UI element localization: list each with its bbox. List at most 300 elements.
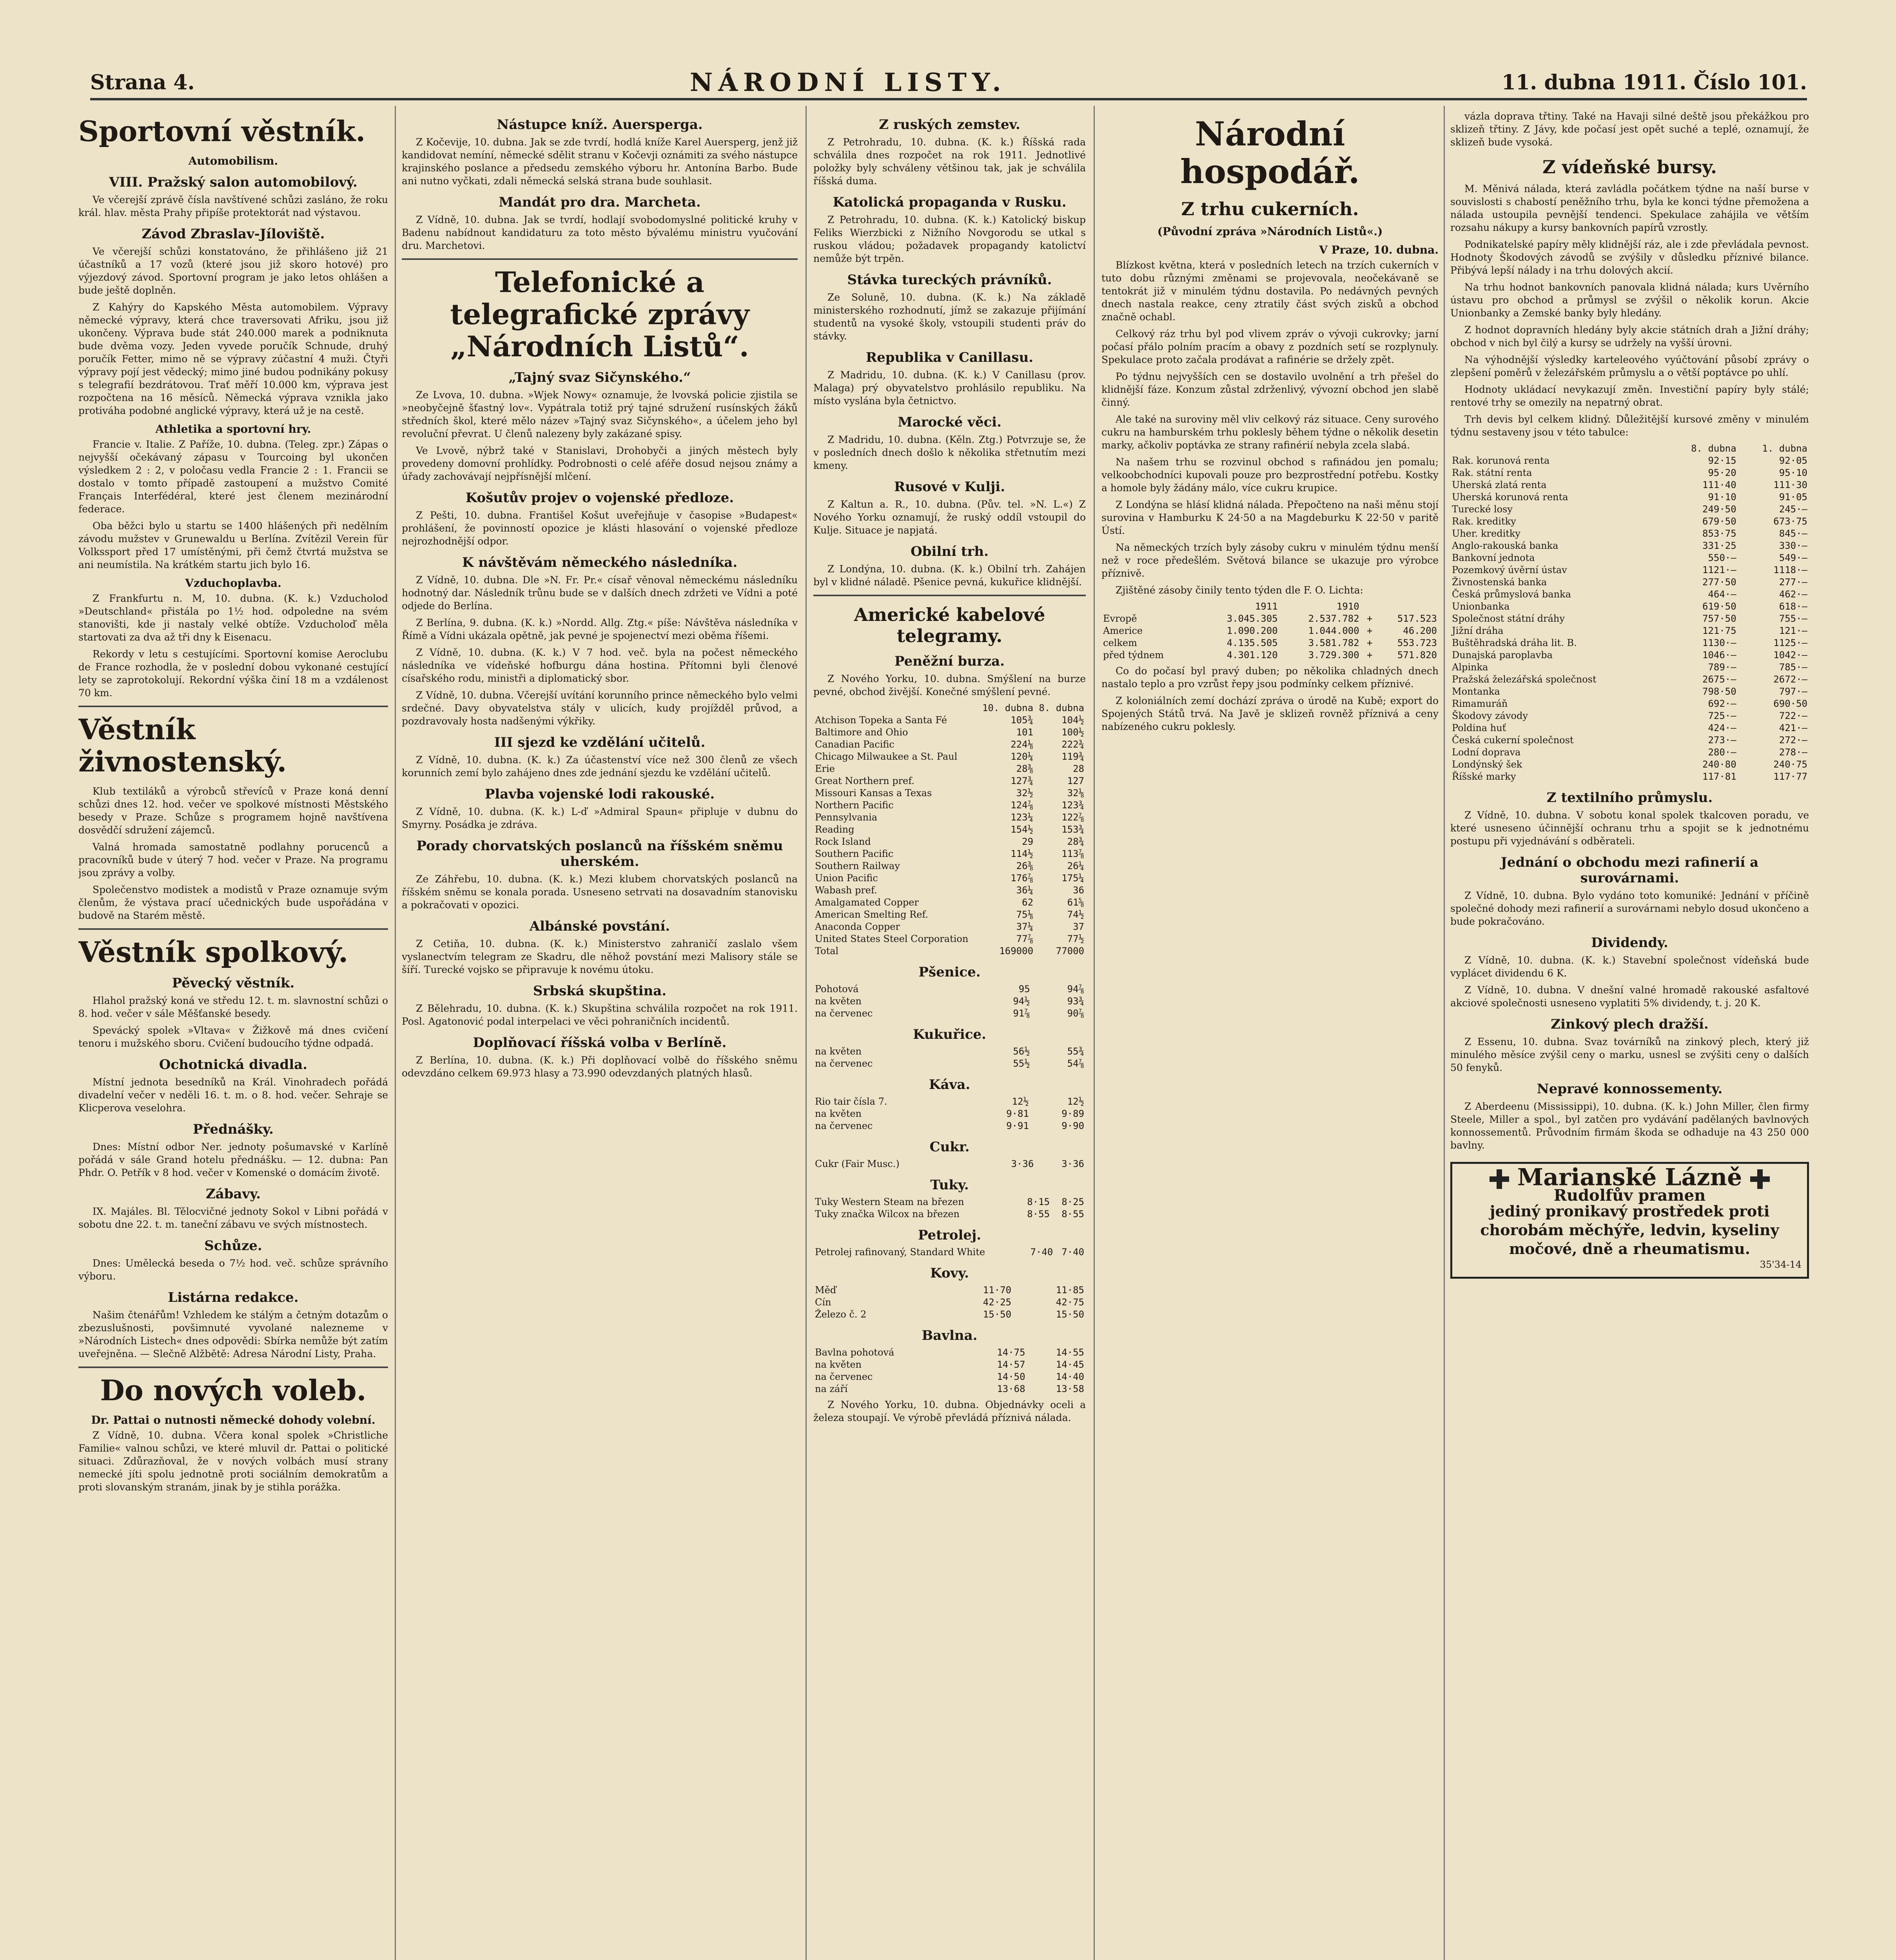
paragraph: Místní jednota besedníků na Král. Vinohradech pořádá divadelní večer v neděli 16. t. m. o 8. hod. večer. Sehraje se Klicperova veselohra.: [78, 1076, 388, 1114]
row-value: 798·50: [1702, 686, 1736, 697]
table-row: [1450, 540, 1809, 552]
section-heading: Národní hospodář.: [1180, 114, 1360, 191]
table-row: [1101, 625, 1439, 637]
paragraph: Z Essenu, 10. dubna. Svaz továrníků na zinkový plech, který již minulého měsíce zvýšil ceny o marku, usnesl se zvýšiti ceny o dalších 50 fenyků.: [1450, 1036, 1809, 1073]
column-3: [813, 110, 1086, 1960]
paragraph: Z Londýna se hlásí klidná nálada. Přepočteno na naši měnu stojí surovina v Hamburku K 24·50 a na Magdeburku K 22·50 v paritě Ústí.: [1101, 499, 1439, 536]
table-row: [813, 860, 1086, 872]
divider: [78, 706, 388, 707]
row-label: Společnost státní dráhy: [1452, 613, 1565, 624]
row-value: 853·75: [1702, 528, 1736, 539]
paragraph: Z Vídně, 10. dubna. (K. k.) Za účastenství více než 300 členů ze všech korunních zemí bylo zahájeno dnes zde jednání sjezdu ke vzdělání učitelů.: [402, 754, 798, 779]
row-value: 690·50: [1773, 698, 1807, 709]
column-rule: [1444, 106, 1445, 1960]
ad-body: jediný pronikavý prostředek proti chorobám měchýře, ledvin, kyseliny močové, dně a rheumatismu.: [1480, 1202, 1779, 1258]
table-row: [1450, 649, 1809, 661]
row-value: 240·80: [1702, 759, 1736, 770]
paragraph: Z Berlína, 10. dubna. (K. k.) Při doplňovací volbě do říšského sněmu odevzdáno celkem 69.973 hlasy a 73.990 odevzdaných platných hlasů.: [402, 1054, 798, 1079]
table-row: [1101, 649, 1439, 661]
paragraph: Celkový ráz trhu byl pod vlivem zpráv o vývoji cukrovky; jarní počasí přálo polním pracím a obavy z pozdních setí se rozplynuly. Spekulace proto začala prodávat a rafinérie se držely zpět.: [1101, 328, 1439, 365]
table-header-cell: 1910: [1336, 601, 1359, 612]
table-header-row: [1450, 443, 1809, 455]
table-row: [813, 1296, 1086, 1308]
paragraph: Rekordy v letu s cestujícími. Sportovní komise Aeroclubu de France rozhodla, že v poslední dobou vykonané cestující lety se zaprotokolují. Rekordní výška činí 18 m a vzdálenost 70 km.: [78, 648, 388, 699]
row-label: na červenec: [815, 1120, 873, 1131]
paragraph: Z Vídně, 10. dubna. V dnešní valné hromadě rakouské asfaltové akciové společnosti usneseno vyplatiti 5% dividendy, t. j. 20 K.: [1450, 984, 1809, 1009]
table-header-cell: 8. dubna: [1039, 702, 1084, 713]
row-value: 55¾: [1067, 1046, 1084, 1057]
row-value: 11·70: [983, 1285, 1012, 1296]
table-row: [813, 824, 1086, 836]
row-label: Pozemkový úvěrní ústav: [1452, 564, 1567, 575]
row-label: Pohotová: [815, 984, 859, 995]
paragraph: Ve včerejší zprávě čísla navštívené schůzi zasláno, že roku král. hlav. města Prahy připíše protektorát nad výstavou.: [78, 194, 388, 218]
table-row: [813, 884, 1086, 897]
table-row: [1450, 455, 1809, 467]
row-label: United States Steel Corporation: [815, 933, 969, 944]
row-value: 9·81: [1006, 1108, 1029, 1119]
advertisement-box: [1450, 1162, 1809, 1279]
table-body: [1450, 455, 1809, 783]
table-row: [813, 739, 1086, 751]
article-title: Dividendy.: [1591, 935, 1668, 951]
article-title: Republika v Canillasu.: [865, 350, 1034, 365]
table-row: [813, 872, 1086, 884]
row-value: 1.044.000: [1308, 625, 1359, 636]
row-label: Říšské marky: [1452, 771, 1516, 782]
paragraph: Z Kočevije, 10. dubna. Jak se zde tvrdí, hodlá kníže Karel Auersperg, jenž již kandidovat nemíní, německé sdělit stranu v Kočevji oznámiti za svého nástupce krajinského poslance a předsedu zemského výboru hr. Antonína Barbo. Bude ani nutno vyčkati, zdali německá selská strana bude souhlasit.: [402, 136, 798, 187]
table-header-row: [813, 702, 1086, 714]
article-title: Peněžní burza.: [894, 653, 1005, 669]
table-body: [813, 1284, 1086, 1321]
row-value: 26¼: [1067, 860, 1084, 871]
row-value: 11·85: [1056, 1285, 1084, 1296]
row-value: 26⅜: [1016, 860, 1034, 871]
article-title: Petrolej.: [918, 1227, 982, 1243]
table-row: [813, 1371, 1086, 1383]
paragraph: Z koloniálních zemí dochází zpráva o úrodě na Kubě; export do Spojených Států trvá. Na Javě je sklizeň rovněž příznivá a ceny nabízeného cukru poklesly.: [1101, 695, 1439, 732]
subheading: Dr. Pattai o nutnosti německé dohody volební.: [91, 1414, 376, 1426]
column-1: [78, 110, 388, 1960]
row-label: Baltimore and Ohio: [815, 727, 908, 738]
subheading: Automobilism.: [188, 154, 278, 167]
ad-title: Marianské Lázně: [1517, 1163, 1742, 1191]
vienna-bourse-table: [1450, 443, 1809, 783]
row-value: 553.723: [1397, 637, 1437, 648]
row-value: +: [1367, 650, 1373, 661]
row-value: 36¼: [1016, 885, 1034, 896]
paragraph: Podnikatelské papíry měly klidnější ráz, ale i zde převládala pevnost. Hodnoty Škodových závodů se zvýšily v důsledku příznivé bilance. Přibývá lepší nálady i na trhu dolových akcií.: [1450, 239, 1809, 276]
row-value: 14·40: [1056, 1371, 1084, 1382]
table-row: [1450, 673, 1809, 686]
paragraph: Valná hromada samostatně podlahny porucenců a pracovníků bude v úterý 7 hod. večer v Praze. Na programu jsou zprávy a volby.: [78, 841, 388, 878]
table-row: [1450, 588, 1809, 601]
row-value: 517.523: [1397, 613, 1437, 624]
paragraph: Z Bělehradu, 10. dubna. (K. k.) Skupština schválila rozpočet na rok 1911. Posl. Agatonović podal interpelaci ve věci pohraničních incidentů.: [402, 1003, 798, 1027]
row-value: 1125·—: [1773, 637, 1807, 648]
article-title: Ochotnická divadla.: [159, 1057, 308, 1073]
table-row: [1450, 771, 1809, 783]
article-title: „Tajný svaz Sičynského.“: [508, 370, 691, 385]
paragraph: Společenstvo modistek a modistů v Praze oznamuje svým členům, že výstava prací učednických bude uspořádána v budově na Starém městě.: [78, 884, 388, 921]
cross-icon: [1490, 1169, 1509, 1189]
row-value: 722·—: [1779, 710, 1807, 721]
paragraph: Na německých trzích byly zásoby cukru v minulém týdnu menší než v roce předešlém. Světová bilance se ukazuje pro výrobce příznivě.: [1101, 542, 1439, 579]
page-number: Strana 4.: [90, 70, 195, 94]
subheading: Vzduchoplavba.: [185, 577, 281, 590]
table-row: [1450, 661, 1809, 673]
table-row: [813, 1045, 1086, 1058]
paragraph: vázla doprava třtiny. Také na Havaji silné deště jsou překážkou pro sklizeň třtiny. Z Jávy, kde počasí jest opět suché a teplé, oznamují, že sklizeň bude vysoká.: [1450, 111, 1809, 148]
row-value: 62: [1022, 897, 1034, 908]
table-row: [813, 1058, 1086, 1070]
row-value: 550·—: [1708, 552, 1736, 563]
row-label: Uherská zlatá renta: [1452, 479, 1547, 490]
article-title: Košutův projev o vojenské předloze.: [465, 490, 734, 506]
table-row: [1450, 576, 1809, 588]
paragraph: M. Měnivá nálada, která zavládla počátkem týdne na naší burse v souvislosti s chabostí peněžního trhu, byla ke konci týdne přemožena a nálada ustoupila pevnější tendenci. Spekulace zahájila ve větším rozsahu nákupy a kursy bankovních papírů vzrostly.: [1450, 183, 1809, 233]
section-heading: Telefonické a telegrafické zprávy „Národních Listů“.: [450, 265, 749, 363]
row-value: 154½: [1011, 824, 1034, 835]
table-row: [1450, 710, 1809, 722]
row-value: 95·20: [1708, 467, 1736, 478]
article-title: Listárna redakce.: [168, 1290, 299, 1305]
table-row: [1101, 637, 1439, 649]
table-header-cell: [1361, 601, 1374, 613]
row-value: 14·50: [997, 1371, 1025, 1382]
row-value: 123¾: [1061, 800, 1084, 811]
row-value: 273·—: [1708, 735, 1736, 746]
paragraph: Ze Lvova, 10. dubna. »Wjek Nowy« oznamuje, že lvovská policie zjistila se »neobyčejně šťastný lov«. Vypátrala totiž prý tajné sdružení rusínských žáků středních škol, které mělo název »Tajný svaz Sičynského«, a účelem jeho byl revoluční převrat. U členů nalezeny byly zakázané spisy.: [402, 389, 798, 439]
row-value: 549·—: [1779, 552, 1807, 563]
row-value: 4.301.120: [1227, 650, 1278, 661]
row-label: Alpinka: [1452, 662, 1488, 673]
paragraph: Ve Lvově, nýbrž také v Stanislavi, Drohobyči a jiných městech byly provedeny domovní prohlídky. Podrobnosti o celé aféře dosud nejsou známy a úřady zachovávají nejpřísnější mlčení.: [402, 445, 798, 482]
row-label: Petrolej rafinovaný, Standard White: [815, 1247, 985, 1258]
table-row: [1450, 734, 1809, 746]
article-title: Pšenice.: [918, 964, 981, 980]
commodity-table: [813, 1158, 1086, 1170]
table-row: [813, 983, 1086, 995]
table-row: [813, 787, 1086, 799]
column-rule: [806, 106, 807, 1960]
table-row: [813, 995, 1086, 1007]
table-header-cell: [1374, 601, 1439, 613]
paragraph: Z Nového Yorku, 10. dubna. Objednávky oceli a železa stoupají. Ve výrobě převládá příznivá nálada.: [813, 1399, 1086, 1423]
paragraph: Co do počasí byl pravý duben; po několika chladných dnech nastalo teplo a pro vzrůst řepy jsou podmínky celkem příznivé.: [1101, 665, 1439, 690]
row-value: 32½: [1016, 788, 1034, 799]
paragraph: Na našem trhu se rozvinul obchod s rafinádou jen pomalu; velkoobchodníci kupovali pouze pro bezprostřední potřebu. Kostky a homole byly žádány málo, více cukru krupice.: [1101, 456, 1439, 494]
table-row: [1450, 467, 1809, 479]
article-title: Kovy.: [930, 1265, 969, 1281]
row-value: 424·—: [1708, 722, 1736, 733]
row-label: na červenec: [815, 1371, 873, 1382]
article-title: Schůze.: [204, 1238, 262, 1254]
row-value: 94½: [1013, 996, 1030, 1007]
row-value: 124⅞: [1011, 800, 1034, 811]
table-row: [813, 1007, 1086, 1020]
article-title: K návštěvám německého následníka.: [462, 555, 738, 570]
table-row: [1450, 637, 1809, 649]
issue-date: 11. dubna 1911. Číslo 101.: [1501, 70, 1807, 94]
row-value: 8·25: [1061, 1196, 1084, 1207]
row-label: Southern Pacific: [815, 848, 894, 859]
row-value: 94⅞: [1067, 984, 1084, 995]
article-title: Pěvecký věstník.: [172, 975, 295, 991]
row-value: 111·30: [1773, 479, 1807, 490]
row-value: 77000: [1056, 946, 1084, 956]
table-body: [813, 1158, 1086, 1170]
paragraph: Francie v. Italie. Z Paříže, 10. dubna. (Teleg. zpr.) Zápas o nejvyšší očekávaný zápasu v Tourcoing byl ukončen výsledkem 2 : 2, v poločasu vedla Francie 2 : 1. Francii se dostalo v tomto případě zastoupení a mužstvo Comité Français Interfédéral, které jest členem mezinárodní federace.: [78, 439, 388, 515]
table-header-cell: 8. dubna: [1691, 443, 1736, 454]
table-row: [813, 836, 1086, 848]
table-body: [813, 1196, 1086, 1220]
paragraph: Hodnoty ukládací nevykazují změn. Investiční papíry byly stálé; rentové trhy se omezily na nepatrný obrat.: [1450, 384, 1809, 408]
row-value: 3·36: [1061, 1158, 1084, 1169]
row-value: 101: [1016, 727, 1034, 738]
paragraph: Z Vídně, 10. dubna. Včera konal spolek »Christliche Familie« valnou schůzi, ve které mluvil dr. Pattai o politické situaci. Zdůrazňoval, že v nových volbách musí strany nemecké jíti spolu jednotně proti sociálním demokratům a proti slovanským stranám, jinak by je stihla porážka.: [78, 1430, 388, 1493]
paragraph: Blízkost května, která v posledních letech na trzích cukerních v tuto dobu různými změnami se projevovala, neočekávaně se tentokrát již v minulém týdnu dostavila. Po nedávných pevných dnech nastala reakce, ceny ztratily část svých zisků a obchod značně ochabl.: [1101, 260, 1439, 323]
article-title: Plavba vojenské lodi rakouské.: [484, 786, 715, 802]
paragraph: Zjištěné zásoby činily tento týden dle F. O. Lichta:: [1116, 584, 1363, 596]
row-value: 14·45: [1056, 1359, 1084, 1370]
table-row: [813, 1120, 1086, 1132]
row-value: 12½: [1067, 1096, 1084, 1107]
row-value: 3·36: [1011, 1158, 1034, 1169]
ad-code: 35'34-14: [1760, 1259, 1802, 1270]
paragraph: Z Madridu, 10. dubna. (K. k.) V Canillasu (prov. Malaga) prý obyvatelstvo prohlásilo republiku. Na místo vyslána byla četnictvo.: [813, 369, 1086, 407]
table-row: [813, 1196, 1086, 1208]
row-value: 1046·—: [1702, 650, 1736, 661]
row-value: +: [1367, 613, 1373, 624]
paragraph: Oba běžci bylo u startu se 1400 hlášených při nedělním závodu mužstev v Grunewaldu u Berlína. Zvítězil Verein für Volkssport před 17 umístěnými, při čemž čtvrtá mužstva se ani neumístila. Na krátkém startu jich bylo 16.: [78, 520, 388, 570]
article-title: Doplňovací říšská volba v Berlíně.: [473, 1035, 727, 1051]
row-value: 119¾: [1061, 751, 1084, 762]
row-label: Buštěhradská dráha lit. B.: [1452, 637, 1577, 648]
article-title: Stávka tureckých právníků.: [847, 272, 1052, 288]
table-body: [813, 1347, 1086, 1395]
row-label: na květen: [815, 1046, 862, 1057]
article-title: Z ruských zemstev.: [879, 117, 1020, 132]
table-header-cell: [813, 702, 978, 714]
row-value: 280·—: [1708, 747, 1736, 758]
row-value: 121·—: [1779, 625, 1807, 636]
row-value: 2672·—: [1773, 674, 1807, 685]
table-row: [1450, 552, 1809, 564]
section-heading: Sportovní věstník.: [78, 114, 366, 148]
dateline: V Praze, 10. dubna.: [1319, 243, 1439, 256]
row-value: 92·05: [1779, 455, 1807, 466]
commodity-table: [813, 983, 1086, 1020]
table-row: [813, 775, 1086, 787]
row-label: Canadian Pacific: [815, 739, 894, 750]
row-value: 679·50: [1702, 516, 1736, 527]
paragraph: Z Aberdeenu (Mississippi), 10. dubna. (K. k.) John Miller, člen firmy Steele, Miller a spol., byl zatčen pro vydávání padělaných bavlnových konnossementů. Průvodním firmám škoda se odhaduje na 43 250 000 bavlny.: [1450, 1101, 1809, 1151]
paragraph: Klub textiláků a výrobců střevíců v Praze koná denní schůzi dnes 12. hod. večer ve spolkové místnosti Městského besedy v Praze. Schůze s programem hojně navštívena dosvědčí sdružení zájemců.: [78, 786, 388, 836]
row-label: celkem: [1103, 637, 1137, 648]
row-label: Měď: [815, 1285, 836, 1296]
commodity-table: [813, 1284, 1086, 1321]
section-heading: Věstník spolkový.: [78, 935, 348, 969]
row-value: +: [1367, 625, 1373, 636]
row-value: 114½: [1011, 848, 1034, 859]
row-value: 785·—: [1779, 662, 1807, 673]
row-value: +: [1367, 637, 1373, 648]
row-value: 28¾: [1067, 836, 1084, 847]
article-title: Marocké věci.: [898, 414, 1002, 430]
table-row: [1101, 613, 1439, 625]
row-label: Tuky značka Wilcox na březen: [815, 1209, 960, 1220]
row-value: 169000: [999, 946, 1034, 956]
article-title: Rusové v Kulji.: [894, 479, 1005, 495]
row-label: Rak. korunová renta: [1452, 455, 1550, 466]
article-title: Jednání o obchodu mezi rafinerií a surovárnami.: [1500, 855, 1759, 886]
row-value: 3.045.305: [1227, 613, 1278, 624]
row-label: před týdnem: [1103, 650, 1164, 661]
paragraph: Z Berlína, 9. dubna. (K. k.) »Nordd. Allg. Ztg.« píše: Návštěva následníka v Římě a Vídni ukázala opětně, jak pevné je spojenectví mezi oběma říšemi.: [402, 617, 798, 641]
row-label: Great Northern pref.: [815, 775, 914, 786]
divider: [402, 258, 798, 260]
row-value: 7·40: [1030, 1247, 1053, 1258]
table-row: [1450, 686, 1809, 698]
row-value: 8·55: [1027, 1209, 1050, 1220]
article-title: Obilní trh.: [911, 544, 989, 559]
table-row: [813, 848, 1086, 860]
row-value: 123¼: [1011, 812, 1034, 823]
row-value: 272·—: [1779, 735, 1807, 746]
paragraph: Z Vídně, 10. dubna. Včerejší uvítání korunního prince německého bylo velmi srdečné. Davy obyvatelstva stály v ulicích, kudy projížděl průvod, a pozdravovaly hosta nadšenými výkřiky.: [402, 690, 798, 727]
article-title: VIII. Pražský salon automobilový.: [109, 174, 357, 190]
row-value: 3.581.782: [1308, 637, 1359, 648]
row-value: 462·—: [1779, 589, 1807, 600]
row-value: 91⅞: [1013, 1008, 1030, 1019]
row-label: Anaconda Copper: [815, 921, 900, 932]
row-value: 278·—: [1779, 747, 1807, 758]
subheading: Athletika a sportovní hry.: [155, 423, 311, 436]
row-label: Uher. kreditky: [1452, 528, 1520, 539]
paragraph: Spevácký spolek »Vltava« v Žižkově má dnes cvičení tenoru i mužského sboru. Cvičení budoucího týdne odpadá.: [78, 1025, 388, 1049]
table-row: [1450, 698, 1809, 710]
row-value: 4.135.505: [1227, 637, 1278, 648]
row-label: Uherská korunová renta: [1452, 492, 1568, 503]
row-label: Atchison Topeka a Santa Fé: [815, 715, 947, 726]
column-2: [402, 110, 798, 1960]
paragraph: Z Londýna, 10. dubna. (K. k.) Obilní trh. Zahájen byl v klidné náladě. Pšenice pevná, kukuřice klidnější.: [813, 563, 1086, 588]
row-label: Rimamuráň: [1452, 698, 1508, 709]
row-value: 113⅞: [1061, 848, 1084, 859]
row-value: 1042·—: [1773, 650, 1807, 661]
row-label: na květen: [815, 996, 862, 1007]
row-value: 42·75: [1056, 1297, 1084, 1308]
row-label: Česká průmyslová banka: [1452, 589, 1571, 600]
row-value: 90⅞: [1067, 1008, 1084, 1019]
row-value: 2675·—: [1702, 674, 1736, 685]
row-value: 120¼: [1011, 751, 1034, 762]
table-row: [813, 1308, 1086, 1321]
row-value: 91·05: [1779, 492, 1807, 503]
section-heading: Věstník živnostenský.: [78, 713, 287, 778]
row-label: Česká cukerní společnost: [1452, 735, 1574, 746]
row-value: 7·40: [1061, 1247, 1084, 1258]
page-header: [90, 67, 1807, 100]
row-value: 175¼: [1061, 873, 1084, 884]
divider: [78, 928, 388, 930]
row-value: 2.537.782: [1308, 613, 1359, 624]
table-row: [813, 1158, 1086, 1170]
row-label: na květen: [815, 1359, 862, 1370]
row-value: 74½: [1067, 909, 1084, 920]
row-label: Union Pacific: [815, 873, 878, 884]
row-value: 789·—: [1708, 662, 1736, 673]
article-title: Zinkový plech dražší.: [1551, 1016, 1709, 1032]
row-value: 42·25: [983, 1297, 1012, 1308]
table-row: [1450, 564, 1809, 576]
article-title: Porady chorvatských poslanců na říšském sněmu uherském.: [416, 838, 783, 869]
row-value: 249·50: [1702, 504, 1736, 515]
commodity-table: [813, 1196, 1086, 1220]
row-label: Poldina huť: [1452, 722, 1506, 733]
row-value: 28⅜: [1016, 763, 1034, 774]
row-value: 111·40: [1702, 479, 1736, 490]
row-label: Total: [815, 946, 839, 956]
article-title: Káva.: [929, 1077, 971, 1093]
row-value: 92·15: [1708, 455, 1736, 466]
row-label: Northern Pacific: [815, 800, 894, 811]
column-5: [1450, 110, 1809, 1960]
section-heading: Z vídeňské bursy.: [1542, 156, 1717, 178]
table-row: [813, 751, 1086, 763]
row-value: 61⅝: [1067, 897, 1084, 908]
row-value: 9·91: [1006, 1120, 1029, 1131]
row-value: 845·—: [1779, 528, 1807, 539]
article-title: Tuky.: [930, 1177, 969, 1193]
row-label: Montanka: [1452, 686, 1500, 697]
row-value: 464·—: [1708, 589, 1736, 600]
row-value: 331·25: [1702, 540, 1736, 551]
column-rule: [1094, 106, 1095, 1960]
paragraph: Z Vídně, 10. dubna. Bylo vydáno toto komuniké: Jednání v příčině společné dohody mezi rafinerií a surovárnami nebylo dosud ukončeno a bude pokračováno.: [1450, 890, 1809, 927]
table-header-cell: 1. dubna: [1762, 443, 1807, 454]
row-label: Cín: [815, 1297, 831, 1308]
row-value: 56½: [1013, 1046, 1030, 1057]
subheading: (Původní zpráva »Národních Listů«.): [1157, 225, 1383, 238]
table-row: [1450, 613, 1809, 625]
table-row: [813, 933, 1086, 945]
paragraph: Z Pešti, 10. dubna. Františel Košut uveřejňuje v časopise »Budapest« prohlášení, že povinností opozice je klásti hlasování o vojenské předloze nejrozhodnější odpor.: [402, 510, 798, 547]
row-label: American Smelting Ref.: [815, 909, 929, 920]
article-title: Nepravé konnossementy.: [1537, 1081, 1723, 1097]
paragraph: Ve včerejší schůzi konstatováno, že přihlášeno již 21 účastníků a 17 vozů (které jsou již skoro hotové) pro výjezdový závod. Sportovní program je jako letos ohlášen a bude ještě doplněn.: [78, 246, 388, 296]
table-body: [813, 1096, 1086, 1132]
column-4: [1101, 110, 1439, 1960]
row-label: Amalgamated Copper: [815, 897, 919, 908]
row-value: 127¾: [1011, 775, 1034, 786]
row-value: 37¼: [1016, 921, 1034, 932]
row-label: na červenec: [815, 1008, 873, 1019]
row-value: 32⅛: [1067, 788, 1084, 799]
row-value: 725·—: [1708, 710, 1736, 721]
row-value: 127: [1067, 775, 1084, 786]
paragraph: Z Madridu, 10. dubna. (Kěln. Ztg.) Potvrzuje se, že v posledních dnech došlo k několika střetnutím mezi kmeny.: [813, 434, 1086, 471]
row-value: 95: [1018, 984, 1030, 995]
row-label: Škodovy závody: [1452, 710, 1528, 721]
row-label: Bankovní jednota: [1452, 552, 1535, 563]
table-row: [1450, 722, 1809, 734]
paragraph: Z Kahýry do Kapského Města automobilem. Výpravy německé výpravy, která chce traversovati Afriku, jsou již ukončeny. Výprava bude stát 240.000 marek a podniknuta bude dvěma vozy. Jeden vyvede poručík Schnude, druhý poručík Fetter, mimo ně se výpravy zúčastní 4 muži. Čtyři výpravy pojí jest vědecký; mimo jiné budou podnikány pokusy s telegrafií bezdrátovou. Trať měří 10.000 km, výprava jest rozpočtena na 16 měsíců. Německá výprava vznikla jako protiváha podobné anglické výpravy, která už je na cestě.: [78, 301, 388, 416]
row-label: Bavlna pohotová: [815, 1347, 894, 1358]
row-value: 14·57: [997, 1359, 1025, 1370]
row-value: 75⅛: [1016, 909, 1034, 920]
